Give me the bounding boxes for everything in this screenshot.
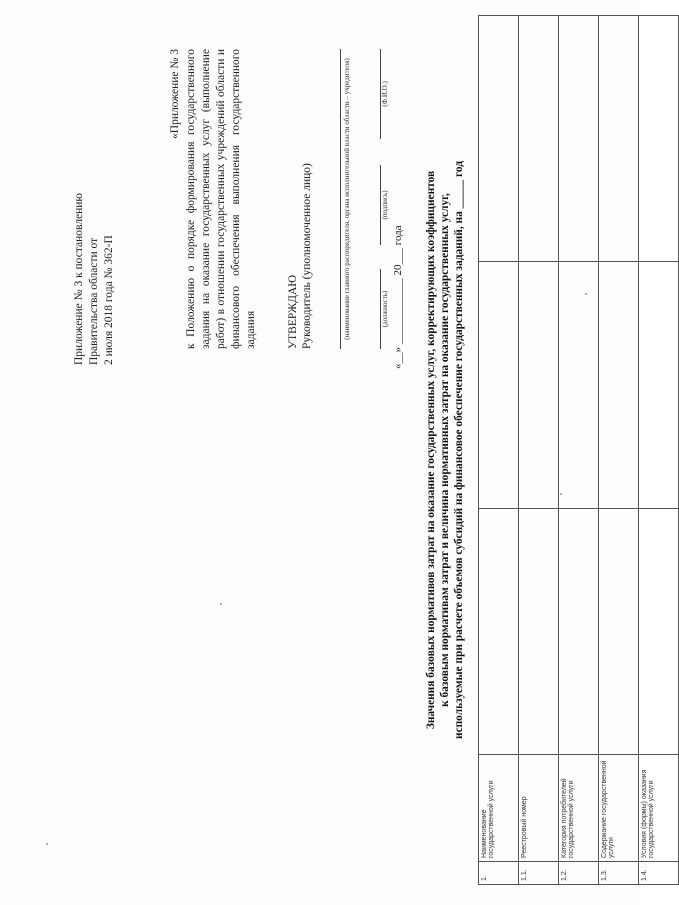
table-row	[479, 16, 519, 885]
table-cell	[599, 262, 639, 508]
row-label: Категория потребителей государственной услуги	[559, 755, 599, 862]
table-cell	[479, 508, 519, 754]
position-caption: (должность)	[381, 290, 389, 328]
row-label: Наименование государственной услуги	[479, 755, 519, 862]
row-number: 1.3.	[599, 862, 639, 885]
name-caption: (Ф.И.О.)	[381, 81, 389, 107]
approval-date: «__» ____________ 20___ года	[392, 225, 404, 369]
row-label: Реестровый номер	[519, 755, 559, 862]
table-cell	[519, 508, 559, 754]
approve-label: УТВЕРЖДАЮ	[287, 274, 299, 349]
name-field	[380, 49, 389, 139]
regulation-text: к Положению о порядке формирования государственного задания на оказание государственных услуг (выполнение работ) в отношении государственных учреждений области и финансового обеспечения выполнения государственного задания	[185, 49, 257, 349]
table-cell	[639, 16, 679, 262]
heading-line-2: к базовым нормативам затрат и величина нормативных затрат на оказание государственных услуг,	[439, 193, 451, 707]
row-label: Условия (формы) оказания государственной услуги	[639, 755, 679, 862]
heading-line-1: Значения базовых нормативов затрат на оказание государственных услуг, корректирующих коэффициентов	[425, 170, 437, 730]
row-number: 1.2.	[559, 862, 599, 885]
row-number: 1.	[479, 862, 519, 885]
row-number: 1.4.	[639, 862, 679, 885]
organization-caption: (наименование главного распорядителя, органа исполнительной власти области – учредителя)	[343, 58, 351, 340]
signature-caption: (подпись)	[381, 190, 389, 220]
scan-speck	[585, 293, 587, 295]
table-cell	[559, 262, 599, 508]
table-cell	[639, 262, 679, 508]
table-row	[639, 16, 679, 885]
heading-line-3: используемые при расчете объемов субсидий на финансовое обеспечение государственных заданий, на _____ год	[453, 161, 465, 739]
table-cell	[479, 262, 519, 508]
scan-speck	[220, 603, 222, 605]
table-cell	[559, 16, 599, 262]
position-field	[380, 269, 389, 349]
appendix-line-2: Правительства области от	[88, 237, 100, 365]
document-heading	[424, 15, 466, 885]
row-label: Содержание государственной услуги	[599, 755, 639, 862]
signature-field	[380, 165, 389, 245]
regulation-title: «Приложение № 3	[169, 49, 181, 139]
table-row	[519, 16, 559, 885]
table-cell	[599, 508, 639, 754]
approval-block	[286, 49, 314, 349]
appendix-line-1: Приложение № 3 к постановлению	[73, 192, 85, 365]
normatives-table	[478, 15, 679, 885]
table-cell	[559, 508, 599, 754]
table-row	[559, 16, 599, 885]
table-cell	[479, 16, 519, 262]
row-number: 1.1.	[519, 862, 559, 885]
head-label: Руководитель (уполномоченное лицо)	[301, 163, 313, 349]
appendix-reference	[72, 35, 117, 365]
scan-speck	[46, 843, 48, 845]
table-cell	[639, 508, 679, 754]
table-row	[599, 16, 639, 885]
organization-line	[340, 49, 341, 349]
table-cell	[519, 262, 559, 508]
scan-speck	[560, 493, 562, 495]
appendix-line-3: 2 июля 2018 года № 362-П	[103, 235, 115, 365]
regulation-block	[168, 49, 259, 349]
table-cell	[599, 16, 639, 262]
table-cell	[519, 16, 559, 262]
